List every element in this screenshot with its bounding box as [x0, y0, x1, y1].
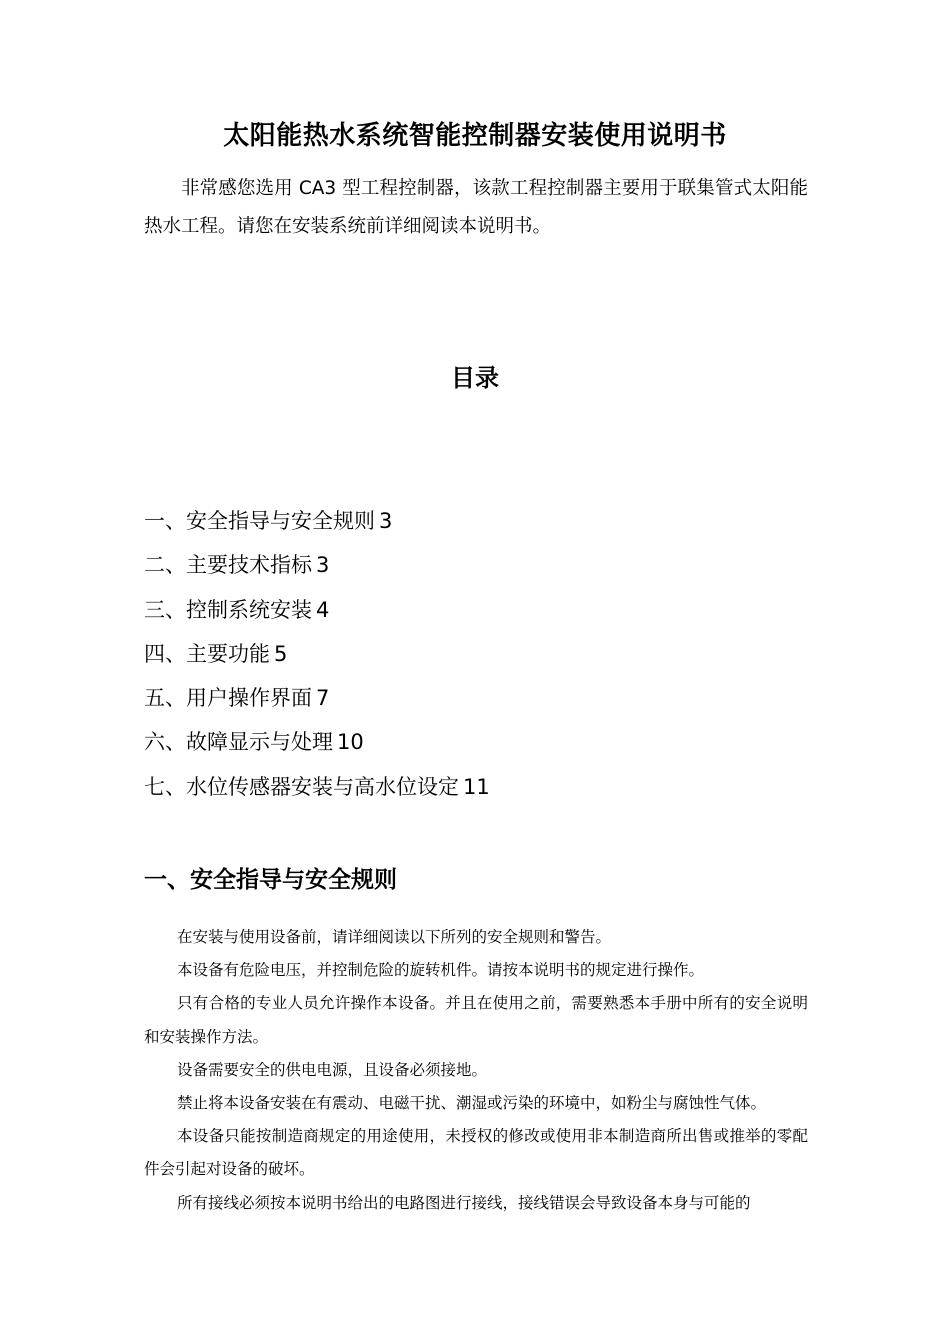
toc-item[interactable]	[144, 499, 490, 543]
toc-item-page: 4	[316, 597, 330, 622]
body-paragraph: 设备需要安全的供电电源，且设备必须接地。	[177, 1060, 488, 1079]
toc-item[interactable]	[144, 588, 490, 632]
section-body	[144, 921, 808, 1220]
toc-item-label: 一、安全指导与安全规则	[144, 509, 375, 533]
toc-item[interactable]	[144, 765, 490, 809]
body-paragraph: 本设备有危险电压，并控制危险的旋转机件。请按本说明书的规定进行操作。	[177, 961, 705, 980]
toc-item[interactable]	[144, 543, 490, 587]
body-paragraph: 本设备只能按制造商规定的用途使用，未授权的修改或使用非本制造商所出售或推举的零配件会引起对设备的破坏。	[144, 1127, 808, 1179]
document-title: 太阳能热水系统智能控制器安装使用说明书	[223, 121, 727, 151]
toc-item-page: 10	[337, 730, 364, 755]
body-paragraph: 所有接线必须按本说明书给出的电路图进行接线，接线错误会导致设备本身与可能的	[177, 1193, 751, 1212]
toc-item[interactable]	[144, 676, 490, 720]
toc-item-label: 六、故障显示与处理	[144, 730, 333, 755]
toc-item-label: 三、控制系统安装	[144, 597, 312, 622]
toc-item-label: 二、主要技术指标	[144, 553, 312, 578]
toc-item-page: 5	[274, 641, 288, 666]
toc-item-page: 3	[379, 509, 393, 533]
toc-item[interactable]	[144, 632, 490, 676]
section-heading: 一、安全指导与安全规则	[144, 867, 397, 893]
toc-title: 目录	[451, 364, 499, 392]
body-paragraph: 禁止将本设备安装在有震动、电磁干扰、潮湿或污染的环境中，如粉尘与腐蚀性气体。	[177, 1094, 767, 1113]
toc-item-page: 3	[316, 553, 330, 578]
toc-item-page: 7	[316, 686, 330, 711]
toc-item-label: 四、主要功能	[144, 641, 270, 666]
toc-item-label: 五、用户操作界面	[144, 686, 312, 711]
intro-paragraph: 非常感您选用 CA3 型工程控制器，该款工程控制器主要用于联集管式太阳能热水工程。请您在安装系统前详细阅读本说明书。	[144, 178, 808, 237]
toc-item[interactable]	[144, 720, 490, 764]
table-of-contents	[144, 499, 490, 809]
body-paragraph: 在安装与使用设备前，请详细阅读以下所列的安全规则和警告。	[177, 928, 612, 946]
toc-item-label: 七、水位传感器安装与高水位设定	[144, 774, 459, 799]
body-paragraph: 只有合格的专业人员允许操作本设备。并且在使用之前，需要熟悉本手册中所有的安全说明和安装操作方法。	[144, 994, 808, 1046]
toc-item-page: 11	[463, 774, 490, 799]
